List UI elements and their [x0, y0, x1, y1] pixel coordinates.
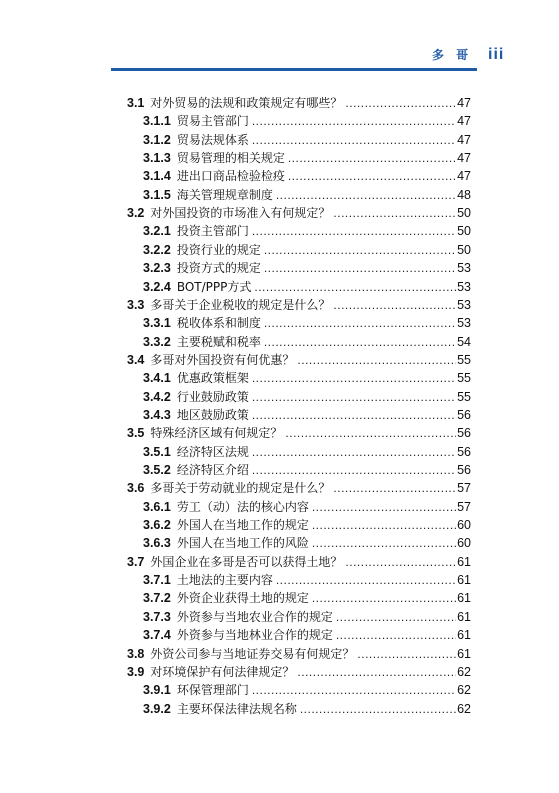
toc-entry[interactable] — [143, 112, 471, 131]
toc-entry-page: 55 — [457, 371, 471, 386]
toc-entry-page: 56 — [457, 407, 471, 422]
toc-entry[interactable] — [143, 589, 471, 608]
toc-entry-page: 47 — [457, 151, 471, 166]
toc-entry-title: 经济特区法规 — [176, 444, 249, 459]
toc-entry-page: 47 — [457, 114, 471, 129]
toc-entry-page: 61 — [457, 646, 471, 661]
toc-entry[interactable] — [143, 278, 471, 297]
toc-entry-page: 61 — [457, 628, 471, 643]
toc-entry-page: 53 — [457, 297, 471, 312]
toc-dot-leader — [252, 443, 456, 462]
toc-dot-leader — [285, 424, 456, 443]
toc-dot-leader — [264, 333, 456, 352]
toc-entry-number: 3.2 — [127, 206, 145, 221]
toc-entry-number: 3.2.2 — [143, 242, 171, 257]
toc-entry-page: 56 — [457, 444, 471, 459]
toc-entry-title: 多哥关于劳动就业的规定是什么？ — [150, 481, 331, 496]
toc-dot-leader — [312, 498, 456, 517]
toc-entry[interactable] — [127, 296, 471, 315]
toc-dot-leader — [276, 186, 456, 205]
toc-dot-leader — [357, 645, 456, 664]
toc-entry-page: 62 — [457, 664, 471, 679]
toc-entry[interactable] — [143, 149, 471, 168]
toc-entry-number: 3.2.3 — [143, 261, 171, 276]
toc-entry[interactable] — [143, 700, 471, 719]
toc-entry[interactable] — [127, 663, 471, 682]
toc-entry-number: 3.3.2 — [143, 334, 171, 349]
toc-entry-number: 3.6.3 — [143, 536, 171, 551]
toc-entry-page: 50 — [457, 224, 471, 239]
toc-entry[interactable] — [143, 167, 471, 186]
toc-entry-page: 57 — [457, 481, 471, 496]
toc-entry-title: 投资主管部门 — [176, 224, 249, 239]
toc-entry-number: 3.3 — [127, 297, 145, 312]
toc-entry-page: 56 — [457, 426, 471, 441]
toc-entry-page: 57 — [457, 499, 471, 514]
toc-entry-title: 对外国投资的市场准入有何规定？ — [150, 206, 331, 221]
toc-entry-page: 61 — [457, 609, 471, 624]
toc-entry-title: 行业鼓励政策 — [176, 389, 249, 404]
toc-entry-number: 3.2.1 — [143, 224, 171, 239]
toc-entry[interactable] — [143, 388, 471, 407]
toc-entry-number: 3.4 — [127, 352, 145, 367]
toc-entry-number: 3.7.4 — [143, 628, 171, 643]
toc-dot-leader — [264, 314, 456, 333]
toc-entry-page: 47 — [457, 169, 471, 184]
toc-entry-number: 3.1.2 — [143, 132, 171, 147]
toc-entry-number: 3.9 — [127, 664, 145, 679]
toc-entry[interactable] — [127, 351, 471, 370]
toc-dot-leader — [254, 278, 456, 297]
toc-entry-number: 3.5 — [127, 426, 145, 441]
toc-dot-leader — [252, 406, 456, 425]
toc-entry[interactable] — [143, 406, 471, 425]
toc-entry[interactable] — [143, 259, 471, 278]
toc-entry-page: 56 — [457, 463, 471, 477]
toc-entry-page: 62 — [457, 701, 471, 716]
toc-dot-leader — [345, 553, 456, 572]
toc-entry-page: 54 — [457, 334, 471, 349]
toc-entry[interactable] — [143, 314, 471, 333]
toc-entry-number: 3.6.1 — [143, 499, 171, 514]
toc-entry-title: 特殊经济区域有何规定？ — [150, 426, 283, 441]
toc-entry[interactable] — [143, 516, 471, 535]
toc-dot-leader — [252, 222, 456, 241]
toc-dot-leader — [333, 479, 456, 498]
toc-entry-number: 3.8 — [127, 646, 145, 661]
toc-dot-leader — [252, 131, 456, 150]
toc-entry[interactable] — [143, 186, 471, 205]
toc-entry[interactable] — [127, 553, 471, 572]
toc-entry-page: 55 — [457, 389, 471, 404]
toc-entry-page: 50 — [457, 242, 471, 257]
toc-dot-leader — [312, 516, 456, 535]
page-number: iii — [488, 46, 505, 63]
toc-entry[interactable] — [143, 333, 471, 352]
toc-entry-title: 税收体系和制度 — [176, 316, 261, 331]
toc-entry-number: 3.9.2 — [143, 701, 171, 716]
toc-entry-title: 外资参与当地林业合作的规定 — [176, 628, 333, 643]
toc-entry-title: 优惠政策框架 — [176, 371, 249, 386]
toc-entry-number: 3.1.3 — [143, 151, 171, 166]
toc-entry-title: 对外贸易的法规和政策规定有哪些？ — [150, 96, 343, 110]
toc-entry-page: 53 — [457, 316, 471, 331]
toc-entry-number: 3.7 — [127, 554, 145, 569]
toc-entry-title: 外国企业在多哥是否可以获得土地？ — [150, 554, 343, 569]
toc-entry-number: 3.1.5 — [143, 187, 171, 202]
toc-dot-leader — [264, 241, 456, 260]
toc-entry-title: 进出口商品检验检疫 — [176, 169, 285, 184]
toc-entry-title: 贸易法规体系 — [176, 132, 249, 147]
toc-entry-title: 外资参与当地农业合作的规定 — [176, 609, 333, 624]
toc-entry-title: 地区鼓励政策 — [176, 407, 249, 422]
toc-entry[interactable] — [143, 461, 471, 480]
toc-dot-leader — [297, 663, 456, 682]
toc-dot-leader — [252, 112, 456, 131]
toc-entry-title: 多哥对外国投资有何优惠？ — [150, 352, 295, 367]
toc-entry[interactable] — [143, 534, 471, 553]
toc-dot-leader — [288, 149, 456, 168]
toc-entry-page: 62 — [457, 683, 471, 698]
toc-entry-number: 3.1.4 — [143, 169, 171, 184]
toc-entry-title: 投资行业的规定 — [176, 242, 261, 257]
toc-entry-number: 3.7.3 — [143, 609, 171, 624]
toc-entry-title: 劳工（动）法的核心内容 — [176, 499, 309, 514]
toc-entry[interactable] — [143, 498, 471, 517]
toc-entry-title: 贸易主管部门 — [176, 114, 249, 129]
toc-entry-number: 3.4.1 — [143, 371, 171, 386]
toc-dot-leader — [333, 296, 456, 315]
toc-dot-leader — [300, 700, 456, 719]
toc-entry-number: 3.5.2 — [143, 463, 171, 477]
toc-entry-number: 3.2.4 — [143, 279, 171, 294]
toc-entry-page: 47 — [457, 132, 471, 147]
toc-entry-number: 3.7.1 — [143, 573, 171, 588]
toc-entry[interactable] — [143, 241, 471, 260]
header-title: 多 哥 — [432, 48, 473, 62]
toc-dot-leader — [252, 461, 456, 480]
toc-dot-leader — [336, 608, 456, 627]
toc-entry-page: 47 — [457, 96, 471, 110]
toc-entry-page: 53 — [457, 261, 471, 276]
toc-entry-page: 61 — [457, 554, 471, 569]
toc-entry-number: 3.7.2 — [143, 591, 171, 606]
toc-entry-title: 外国人在当地工作的规定 — [176, 518, 309, 533]
toc-entry-title: 海关管理规章制度 — [176, 187, 273, 202]
toc-entry-title: 外资公司参与当地证券交易有何规定？ — [150, 646, 355, 661]
toc-dot-leader — [252, 369, 456, 388]
toc-entry-number: 3.3.1 — [143, 316, 171, 331]
toc-entry[interactable] — [143, 222, 471, 241]
toc-entry-page: 61 — [457, 573, 471, 588]
toc-entry[interactable] — [143, 571, 471, 590]
toc-entry-page: 53 — [457, 279, 471, 294]
toc-entry-title: 投资方式的规定 — [176, 261, 261, 276]
toc-entry-page: 60 — [457, 536, 471, 551]
toc-dot-leader — [252, 681, 456, 700]
toc-entry-title: 环保管理部门 — [176, 683, 249, 698]
toc-entry[interactable] — [143, 443, 471, 462]
toc-entry-title: 主要税赋和税率 — [176, 334, 261, 349]
header-rule — [111, 68, 477, 71]
toc-dot-leader — [312, 589, 456, 608]
toc-dot-leader — [312, 534, 456, 553]
toc-entry[interactable] — [143, 626, 471, 645]
toc-entry-number: 3.6.2 — [143, 518, 171, 533]
toc-entry-title: 多哥关于企业税收的规定是什么？ — [150, 297, 331, 312]
toc-dot-leader — [297, 351, 456, 370]
toc-entry[interactable] — [143, 608, 471, 627]
toc-dot-leader — [264, 259, 456, 278]
toc-entry-title: 土地法的主要内容 — [176, 573, 273, 588]
toc-entry[interactable] — [143, 131, 471, 150]
toc-entry-number: 3.1 — [127, 96, 145, 110]
toc-dot-leader — [252, 388, 456, 407]
toc-entry-page: 60 — [457, 518, 471, 533]
toc-dot-leader — [345, 94, 456, 113]
toc-entry-title: 外资企业获得土地的规定 — [176, 591, 309, 606]
toc-entry[interactable] — [127, 645, 471, 664]
toc-entry-page: 61 — [457, 591, 471, 606]
toc-entry-title: 外国人在当地工作的风险 — [176, 536, 309, 551]
toc-entry-page: 48 — [457, 187, 471, 202]
toc-entry-title: BOT/PPP方式 — [176, 279, 252, 294]
toc-entry[interactable] — [127, 424, 471, 443]
toc-dot-leader — [333, 204, 456, 223]
toc-dot-leader — [336, 626, 456, 645]
toc-dot-leader — [276, 571, 456, 590]
toc-entry-page: 55 — [457, 352, 471, 367]
toc-entry-title: 对环境保护有何法律规定？ — [150, 664, 295, 679]
toc-entry[interactable] — [127, 94, 471, 113]
toc-entry-number: 3.9.1 — [143, 683, 171, 698]
toc-entry-number: 3.6 — [127, 481, 145, 496]
toc-entry-title: 主要环保法律法规名称 — [176, 701, 297, 716]
toc-entry-title: 经济特区介绍 — [176, 463, 249, 477]
toc-entry[interactable] — [127, 479, 471, 498]
toc-entry-number: 3.1.1 — [143, 114, 171, 129]
toc-dot-leader — [288, 167, 456, 186]
toc-entry-number: 3.4.2 — [143, 389, 171, 404]
toc-entry[interactable] — [127, 204, 471, 223]
toc-entry-page: 50 — [457, 206, 471, 221]
toc-entry-number: 3.4.3 — [143, 407, 171, 422]
toc-entry[interactable] — [143, 681, 471, 700]
toc-entry-number: 3.5.1 — [143, 444, 171, 459]
toc-entry[interactable] — [143, 369, 471, 388]
toc-entry-title: 贸易管理的相关规定 — [176, 151, 285, 166]
